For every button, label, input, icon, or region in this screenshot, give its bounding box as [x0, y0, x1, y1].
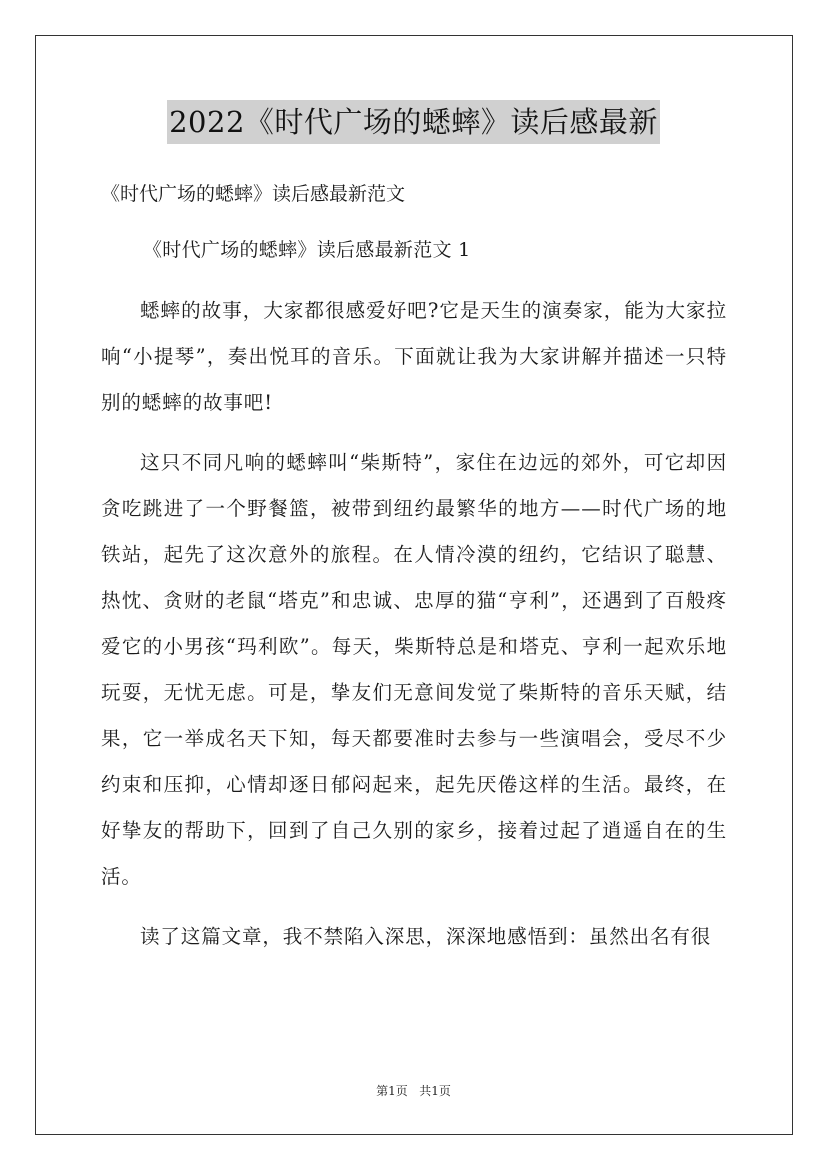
section-heading: 《时代广场的蟋蟀》读后感最新范文 1 [143, 239, 471, 261]
paragraph: 读了这篇文章，我不禁陷入深思，深深地感悟到：虽然出名有很 [140, 925, 712, 948]
page-footer [0, 1082, 827, 1100]
paragraph: 蟋蟀的故事，大家都很感爱好吧?它是天生的演奏家，能为大家拉响“小提琴”，奏出悦耳的音乐。下面就让我为大家讲解并描述一只特别的蟋蟀的故事吧! [101, 299, 727, 414]
document-subtitle: 《时代广场的蟋蟀》读后感最新范文 [101, 183, 406, 205]
document-title: 2022《时代广场的蟋蟀》读后感最新 [167, 100, 660, 144]
paragraph: 这只不同凡响的蟋蟀叫“柴斯特”，家住在边远的郊外，可它却因贪吃跳进了一个野餐篮，被带到纽约最繁华的地方——时代广场的地铁站，起先了这次意外的旅程。在人情冷漠的纽约，它结识了聪慧、热忱、贪财的老鼠“塔克”和忠诚、忠厚的猫“亨利”，还遇到了百般疼爱它的小男孩“玛利欧”。每天，柴斯特总是和塔克、亨利一起欢乐地玩耍，无忧无虑。可是，挚友们无意间发觉了柴斯特的音乐天赋，结果，它一举成名天下知，每天都要准时去参与一些演唱会，受尽不少约束和压抑，心情却逐日郁闷起来，起先厌倦这样的生活。最终，在好挚友的帮助下，回到了自己久别的家乡，接着过起了逍遥自在的生活。 [101, 451, 727, 888]
page-total: 共1页 [419, 1084, 451, 1098]
document-body [101, 288, 727, 974]
title-container [0, 100, 827, 144]
page-number: 第1页 [376, 1084, 408, 1098]
